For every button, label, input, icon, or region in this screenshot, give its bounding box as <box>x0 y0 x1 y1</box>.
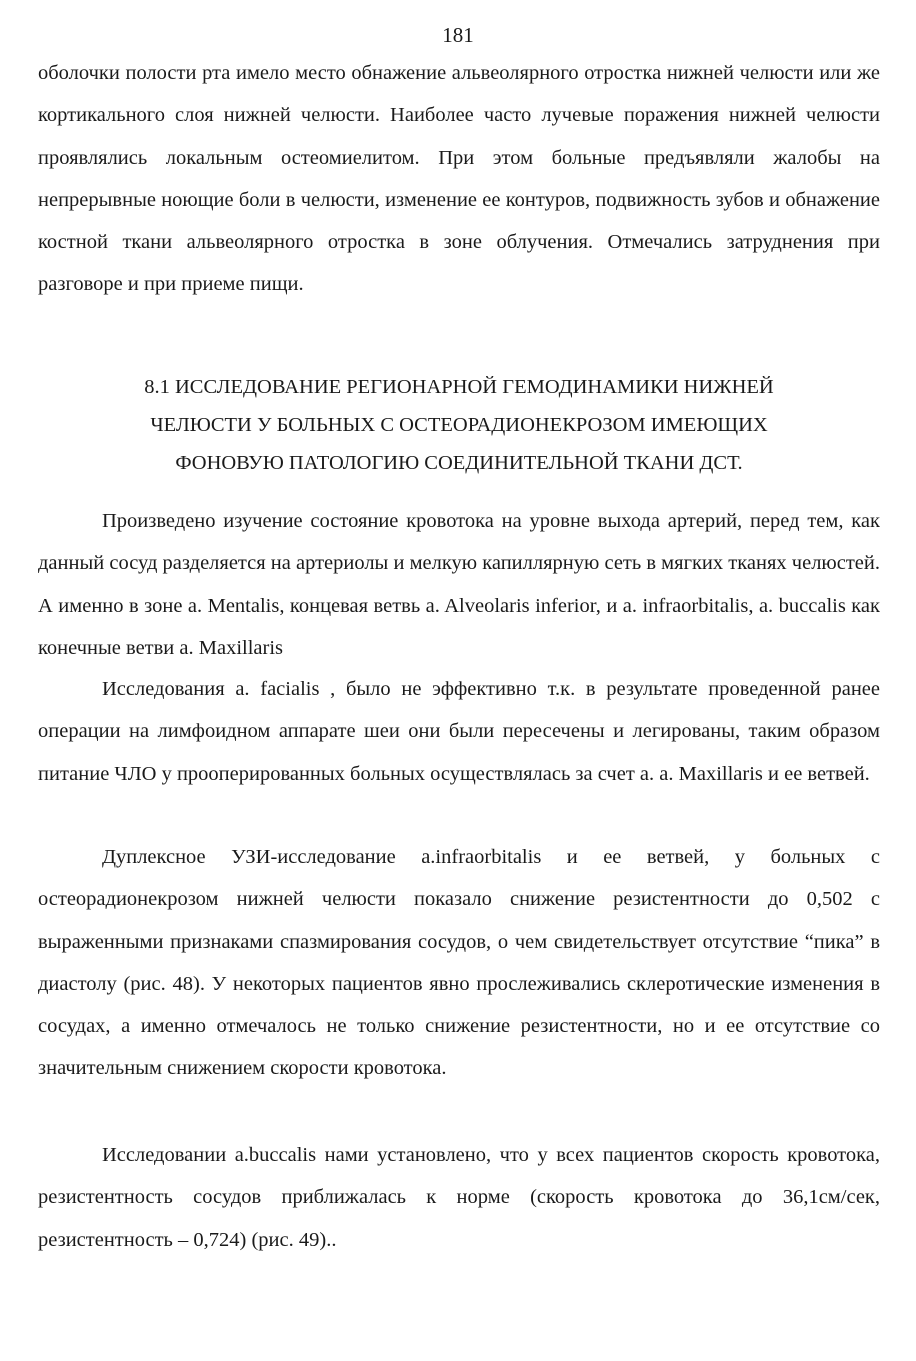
section-heading-line-2: ЧЕЛЮСТИ У БОЛЬНЫХ С ОСТЕОРАДИОНЕКРОЗОМ ИМЕЮЩИХ <box>150 414 768 436</box>
facialis-paragraph: Исследования a. facialis , было не эффективно т.к. в результате проведенной ранее операции на лимфоидном аппарате шеи они были пересечены и легированы, таким образом питание ЧЛО у прооперированных больных осуществлялась за счет a. a. Maxillaris и ее ветвей. <box>38 678 880 785</box>
intro-paragraph: оболочки полости рта имело место обнажение альвеолярного отростка нижней челюсти или же кортикального слоя нижней челюсти. Наиболее часто лучевые поражения нижней челюсти проявлялись локальным остеомиелитом. При этом больные предъявляли жалобы на непрерывные ноющие боли в челюсти, изменение ее контуров, подвижность зубов и обнажение костной ткани альвеолярного отростка в зоне облучения. Отмечались затруднения при разговоре и при приеме пищи. <box>38 62 880 296</box>
intro-paragraph-block <box>38 52 880 306</box>
buccalis-paragraph: Исследовании a.buccalis нами установлено, что у всех пациентов скорость кровотока, резистентность сосудов приближалась к норме (скорость кровотока до 36,1см/сек, резистентность – 0,724) (рис. 49).. <box>38 1144 880 1251</box>
duplex-paragraph: Дуплексное УЗИ-исследование a.infraorbitalis и ее ветвей, у больных с остеорадионекрозом нижней челюсти показало снижение резистентности до 0,502 с выраженными признаками спазмирования сосудов, о чем свидетельствует отсутствие “пика” в диастолу (рис. 48). У некоторых пациентов явно прослеживались склеротические изменения в сосудах, а именно отмечалось не только снижение резистентности, но и ее отсутствие со значительным снижением скорости кровотока. <box>38 846 880 1080</box>
facialis-paragraph-block <box>38 668 880 795</box>
section-heading-line-1: 8.1 ИССЛЕДОВАНИЕ РЕГИОНАРНОЙ ГЕМОДИНАМИКИ НИЖНЕЙ <box>144 376 774 398</box>
study-paragraph: Произведено изучение состояние кровотока на уровне выхода артерий, перед тем, как данный сосуд разделяется на артериолы и мелкую капиллярную сеть в мягких тканях челюстей. А именно в зоне a. Mentalis, концевая ветвь a. Alveolaris inferior, и a. infraorbitalis, a. buccalis как конечные ветви a. Maxillaris <box>38 510 880 659</box>
buccalis-paragraph-block <box>38 1134 880 1261</box>
section-heading <box>38 368 880 482</box>
duplex-paragraph-block <box>38 836 880 1090</box>
study-paragraph-block <box>38 500 880 669</box>
section-heading-line-3: ФОНОВУЮ ПАТОЛОГИЮ СОЕДИНИТЕЛЬНОЙ ТКАНИ ДСТ. <box>175 452 743 474</box>
page-number: 181 <box>442 23 474 47</box>
